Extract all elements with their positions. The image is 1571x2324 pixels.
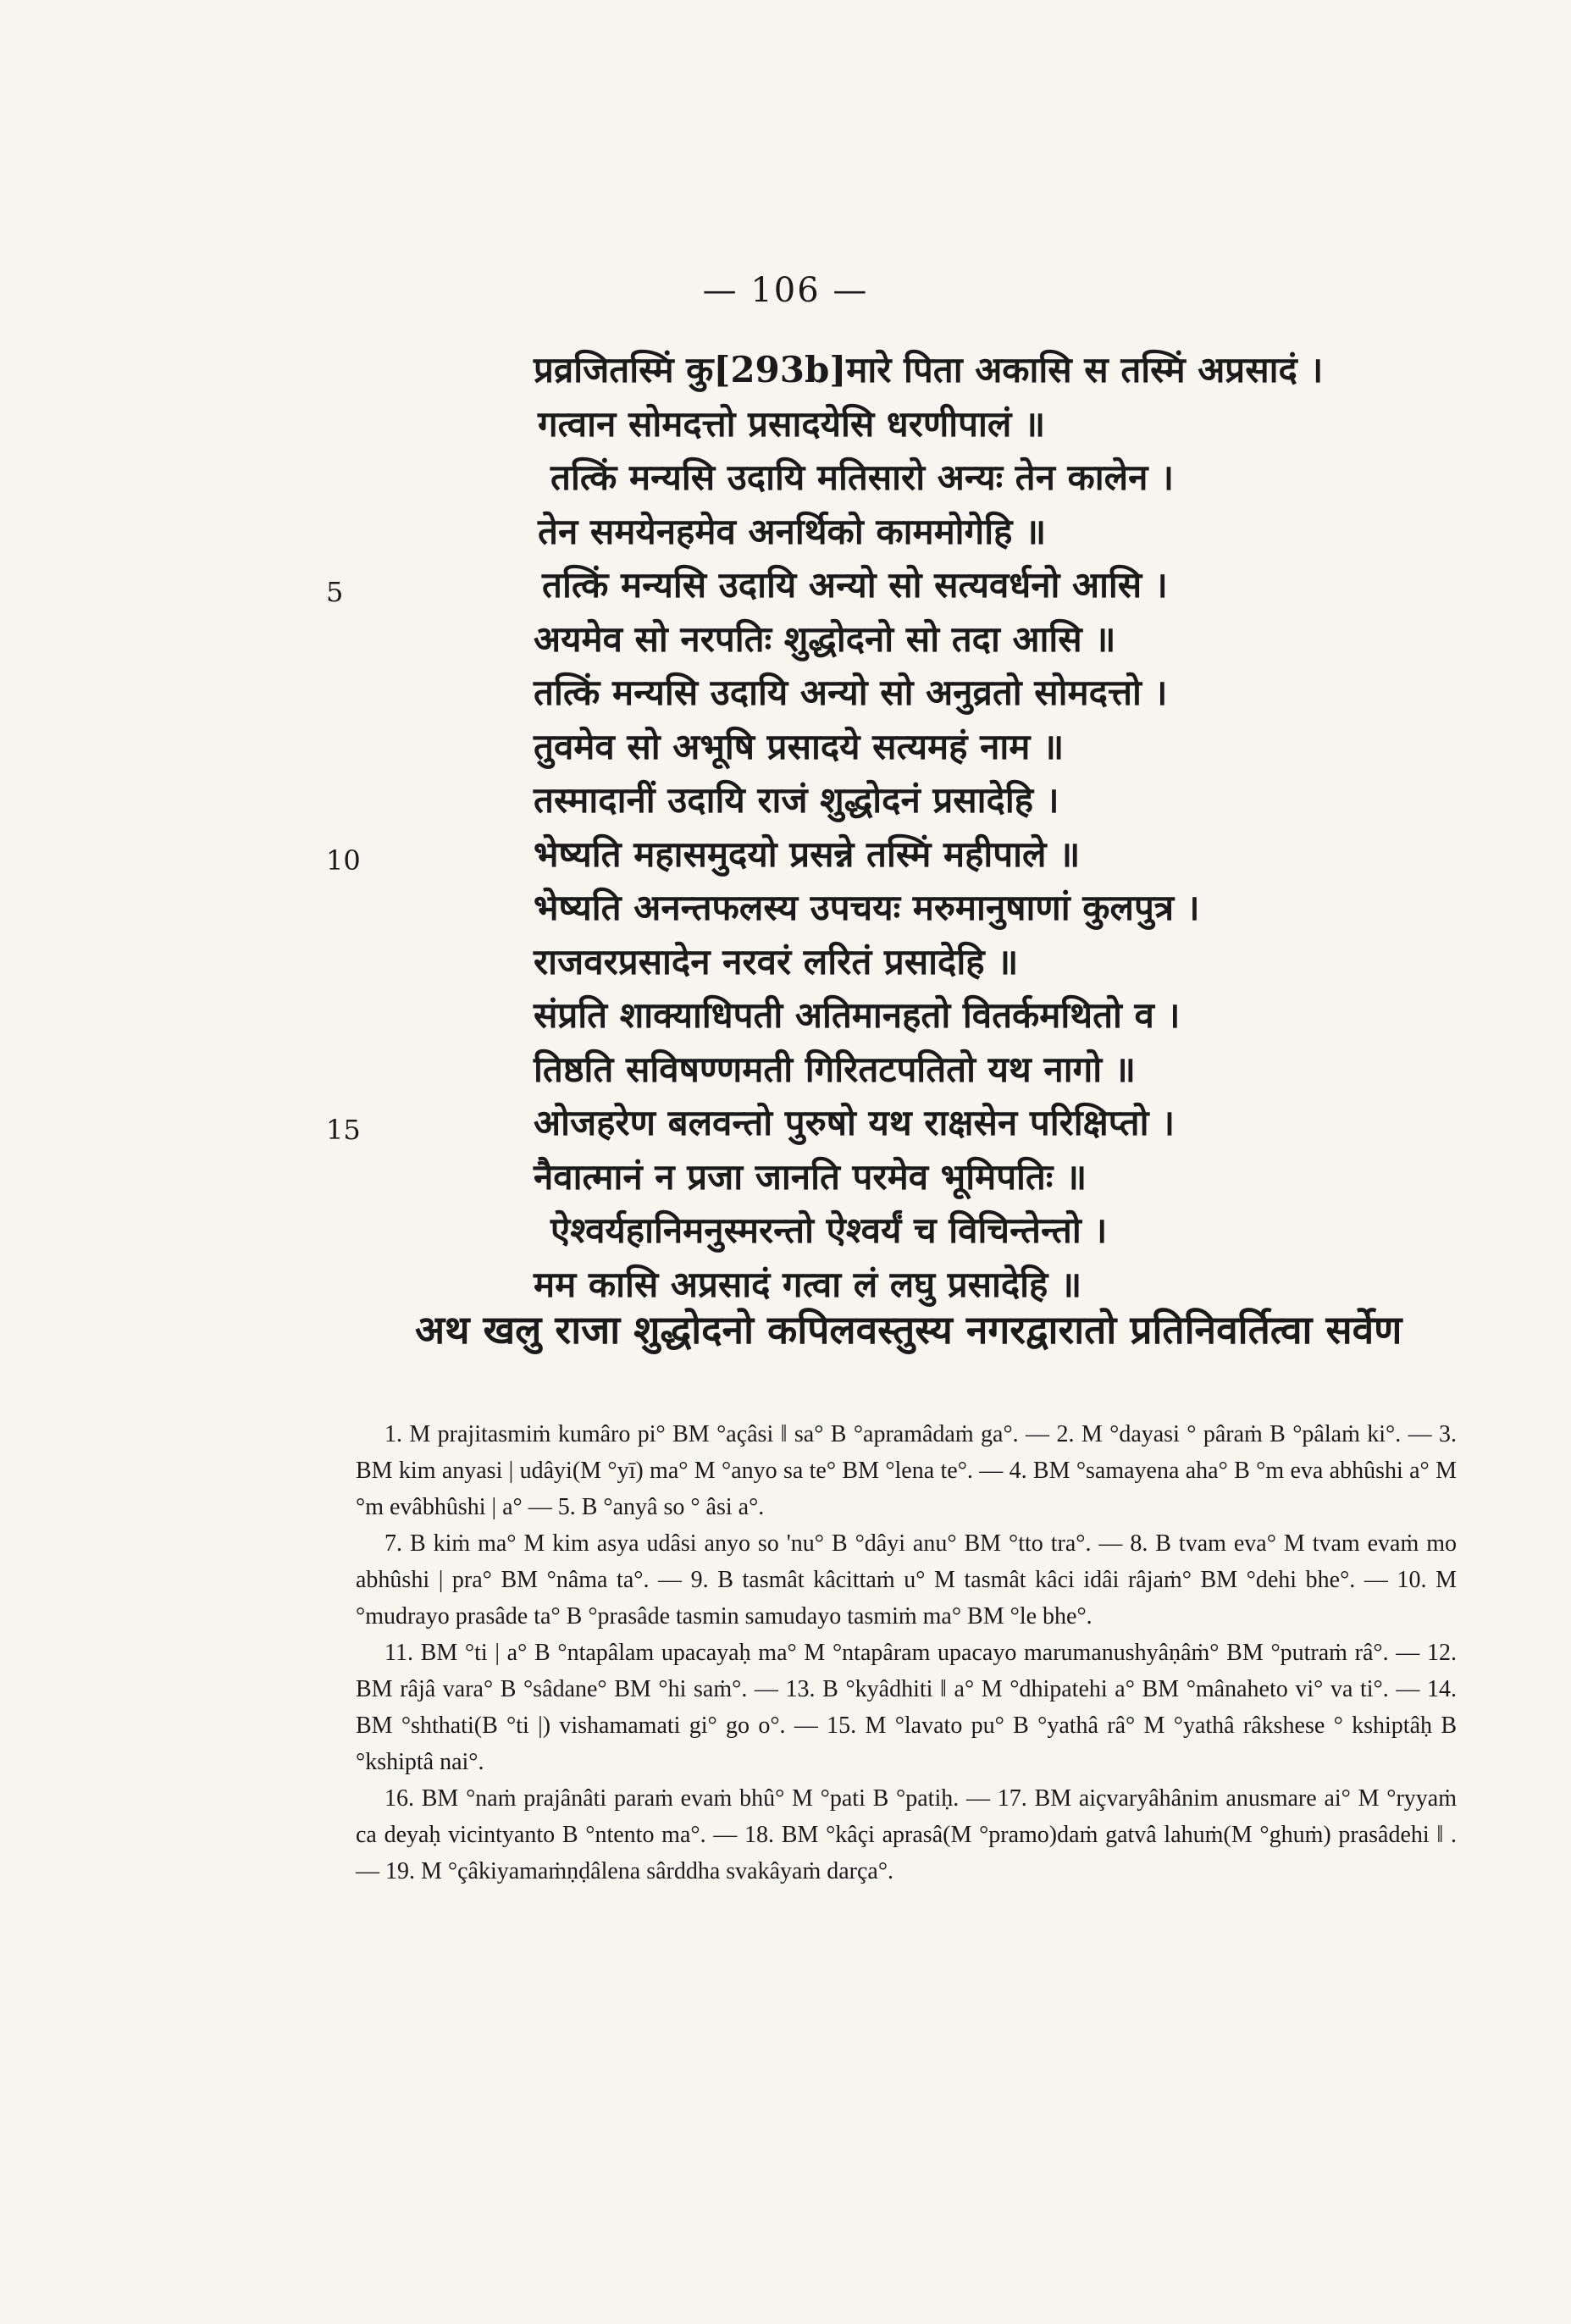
verse-line: गत्वान सोमदत्तो प्रसादयेसि धरणीपालं ॥: [538, 402, 1046, 445]
verse-line: तत्किं मन्यसि उदायि मतिसारो अन्यः तेन कालेन ।: [550, 456, 1175, 498]
footnote-paragraph: 1. M prajitasmiṁ kumâro pi° BM °açâsi ‖ sa° B °apramâdaṁ ga°. — 2. M °dayasi ° pâraṁ B °pâlaṁ ki°. — 3. BM kim anyasi | udâyi(M °yī) ma° M °anyo sa te° BM °lena te°. — 4. BM °samayena aha° B °m eva abhûshi a° M °m evâbhûshi | a° — 5. B °anyâ so ° âsi a°.: [356, 1421, 1457, 1520]
footnote-paragraph: 11. BM °ti | a° B °ntapâlam upacayaḥ ma° M °ntapâram upacayo marumanushyâṇâṁ° BM °putraṁ râ°. — 12. BM râjâ vara° B °sâdane° BM °hi saṁ°. — 13. B °kyâdhiti ‖ a° M °dhipatehi a° BM °mânaheto vi° va ti°. — 14. BM °shthati(B °ti |) vishamamati gi° go o°. — 15. M °lavato pu° B °yathâ râ° M °yathâ râkshese ° kshiptâḥ B °kshiptâ nai°.: [356, 1640, 1457, 1775]
verse-line: नैवात्मानं न प्रजा जानति परमेव भूमिपतिः ॥: [534, 1155, 1087, 1198]
verse-line: तिष्ठति सविषण्णमती गिरितटपतितो यथ नागो ॥: [534, 1048, 1136, 1090]
verse-line: तुवमेव सो अभूषि प्रसादये सत्यमहं नाम ॥: [534, 725, 1065, 767]
verse-line: प्रव्रजितस्मिं कु[293b]मारे पिता अकासि स तस्मिं अप्रसादं ।: [534, 349, 1324, 390]
footnote-paragraph: 7. B kiṁ ma° M kim asya udâsi anyo so 'nu° B °dâyi anu° BM °tto tra°. — 8. B tvam eva° M tvam evaṁ mo abhûshi | pra° BM °nâma ta°. — 9. B tasmât kâcittaṁ u° M tasmât kâci idâi râjaṁ° BM °dehi bhe°. — 10. M °mudrayo prasâde ta° B °prasâde tasmin samudayo tasmiṁ ma° BM °le bhe°.: [356, 1530, 1457, 1630]
verse-line: ऐश्वर्यहानिमनुस्मरन्तो ऐश्वर्यं च विचिन्तेन्तो ।: [550, 1209, 1108, 1251]
verse-line: राजवरप्रसादेन नरवरं लरितं प्रसादेहि ॥: [534, 940, 1019, 982]
line-number-15: 15: [326, 1114, 361, 1146]
verse-line: अयमेव सो नरपतिः शुद्धोदनो सो तदा आसि ॥: [534, 617, 1116, 660]
verse-line: भेष्यति महासमुदयो प्रसन्ने तस्मिं महीपाले ॥: [534, 833, 1081, 875]
footnotes: [356, 1416, 1457, 1890]
verse-line: तस्मादानीं उदायि राजं शुद्धोदनं प्रसादेहि ।: [534, 779, 1059, 821]
footnote-paragraph: 16. BM °naṁ prajânâti paraṁ evaṁ bhû° M °pati B °patiḥ. — 17. BM aiçvaryâhânim anusmare ai° M °ryyaṁ ca deyaḥ vicintyanto B °ntento ma°. — 18. BM °kâçi aprasâ(M °pramo)daṁ gatvâ lahuṁ(M °ghuṁ) prasâdehi ‖ . — 19. M °çâkiyamaṁṇḍâlena sârddha svakâyaṁ darça°.: [356, 1785, 1457, 1884]
verse-line: तत्किं मन्यसि उदायि अन्यो सो सत्यवर्धनो आसि ।: [542, 564, 1168, 606]
verse-line: संप्रति शाक्याधिपती अतिमानहतो वितर्कमथितो व ।: [534, 994, 1181, 1036]
verse-line: मम कासि अप्रसादं गत्वा लं लघु प्रसादेहि ॥: [534, 1263, 1082, 1305]
prose-line: अथ खलु राजा शुद्धोदनो कपिलवस्तुस्य नगरद्वारातो प्रतिनिवर्तित्वा सर्वेण: [415, 1307, 1402, 1353]
page-number: — 106 —: [702, 271, 869, 310]
verse-line: ओजहरेण बलवन्तो पुरुषो यथ राक्षसेन परिक्षिप्तो ।: [534, 1102, 1175, 1143]
line-number-10: 10: [326, 844, 361, 877]
line-number-5: 5: [326, 576, 344, 608]
verse-line: तेन समयेनहमेव अनर्थिको काममोगेहि ॥: [538, 510, 1047, 552]
verse-block: [534, 343, 1507, 1311]
verse-line: भेष्यति अनन्तफलस्य उपचयः मरुमानुषाणां कुलपुत्र ।: [534, 887, 1200, 928]
verse-line: तत्किं मन्यसि उदायि अन्यो सो अनुव्रतो सोमदत्तो ।: [534, 672, 1168, 713]
